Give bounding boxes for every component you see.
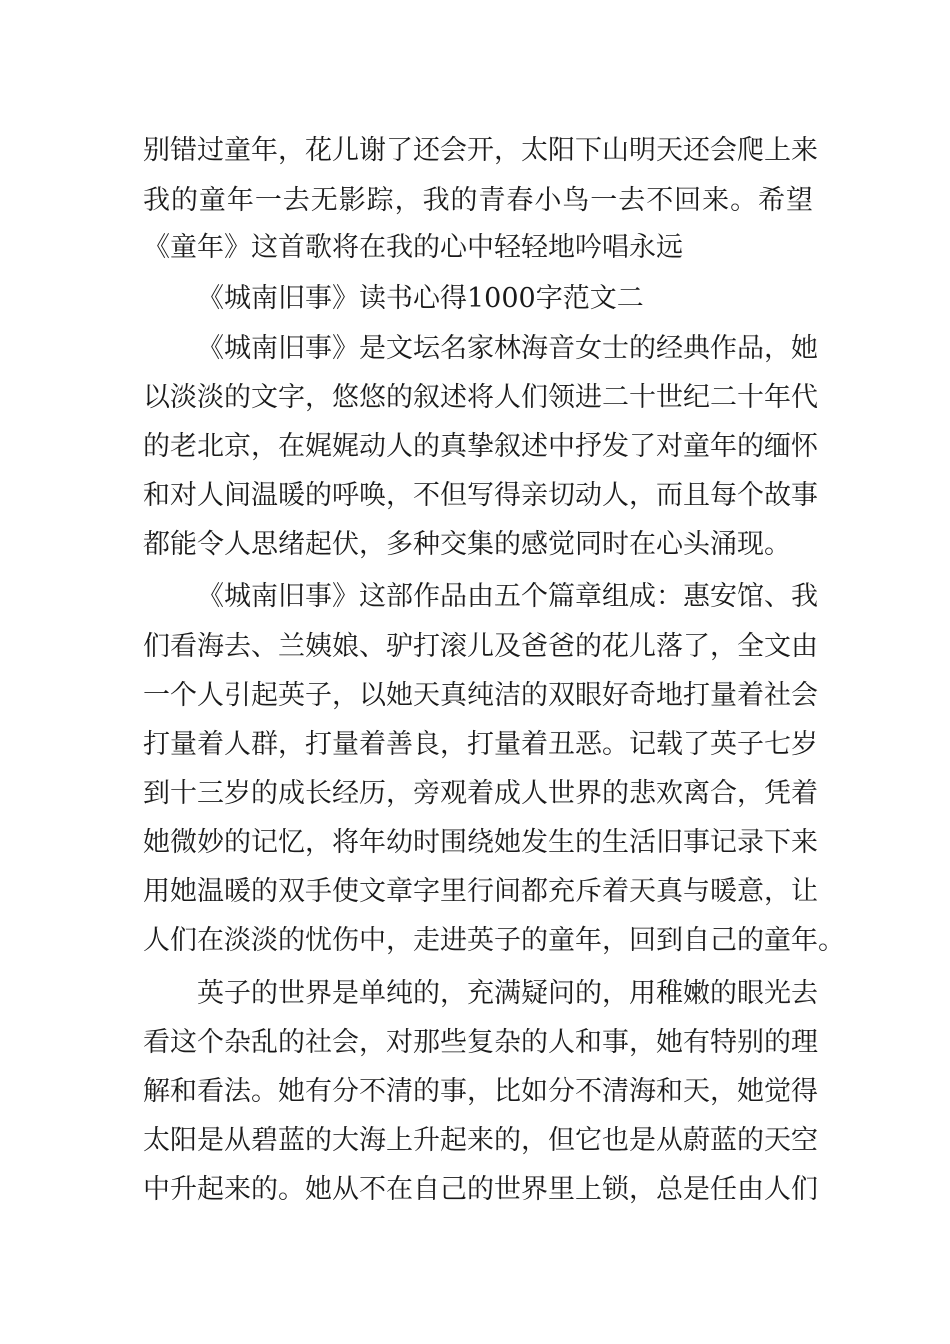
- text-line: 《童年》这首歌将在我的心中轻轻地吟唱永远: [143, 232, 683, 263]
- text-line: 解和看法。她有分不清的事，比如分不清海和天，她觉得: [143, 1076, 818, 1107]
- text-line: 别错过童年，花儿谢了还会开，太阳下山明天还会爬上来: [143, 135, 818, 166]
- text-line: 打量着人群，打量着善良，打量着丑恶。记载了英子七岁: [143, 729, 818, 760]
- text-line: 以淡淡的文字，悠悠的叙述将人们领进二十世纪二十年代: [143, 382, 818, 413]
- text-line: 用她温暖的双手使文章字里行间都充斥着天真与暖意，让: [143, 876, 818, 907]
- text-line: 一个人引起英子，以她天真纯洁的双眼好奇地打量着社会: [143, 680, 818, 711]
- text-line: 《城南旧事》是文坛名家林海音女士的经典作品，她: [197, 333, 818, 364]
- text-line: 《城南旧事》这部作品由五个篇章组成：惠安馆、我: [197, 581, 818, 612]
- text-line: 英子的世界是单纯的，充满疑问的，用稚嫩的眼光去: [197, 978, 818, 1009]
- text-line: 到十三岁的成长经历，旁观着成人世界的悲欢离合，凭着: [143, 778, 818, 809]
- text-line: 的老北京，在娓娓动人的真挚叙述中抒发了对童年的缅怀: [143, 431, 818, 462]
- text-line: 看这个杂乱的社会，对那些复杂的人和事，她有特别的理: [143, 1027, 818, 1058]
- text-line: 太阳是从碧蓝的大海上升起来的，但它也是从蔚蓝的天空: [143, 1125, 818, 1156]
- text-line: 中升起来的。她从不在自己的世界里上锁，总是任由人们: [143, 1174, 818, 1205]
- text-line: 都能令人思绪起伏，多种交集的感觉同时在心头涌现。: [143, 529, 791, 560]
- text-line: 她微妙的记忆，将年幼时围绕她发生的生活旧事记录下来: [143, 827, 818, 858]
- text-line: 和对人间温暖的呼唤，不但写得亲切动人，而且每个故事: [143, 480, 818, 511]
- text-line: 们看海去、兰姨娘、驴打滚儿及爸爸的花儿落了，全文由: [143, 631, 818, 662]
- section-heading: 《城南旧事》读书心得1000字范文二: [197, 283, 644, 314]
- text-line: 我的童年一去无影踪，我的青春小鸟一去不回来。希望: [143, 185, 813, 216]
- text-line: 人们在淡淡的忧伤中，走进英子的童年，回到自己的童年。: [143, 925, 845, 956]
